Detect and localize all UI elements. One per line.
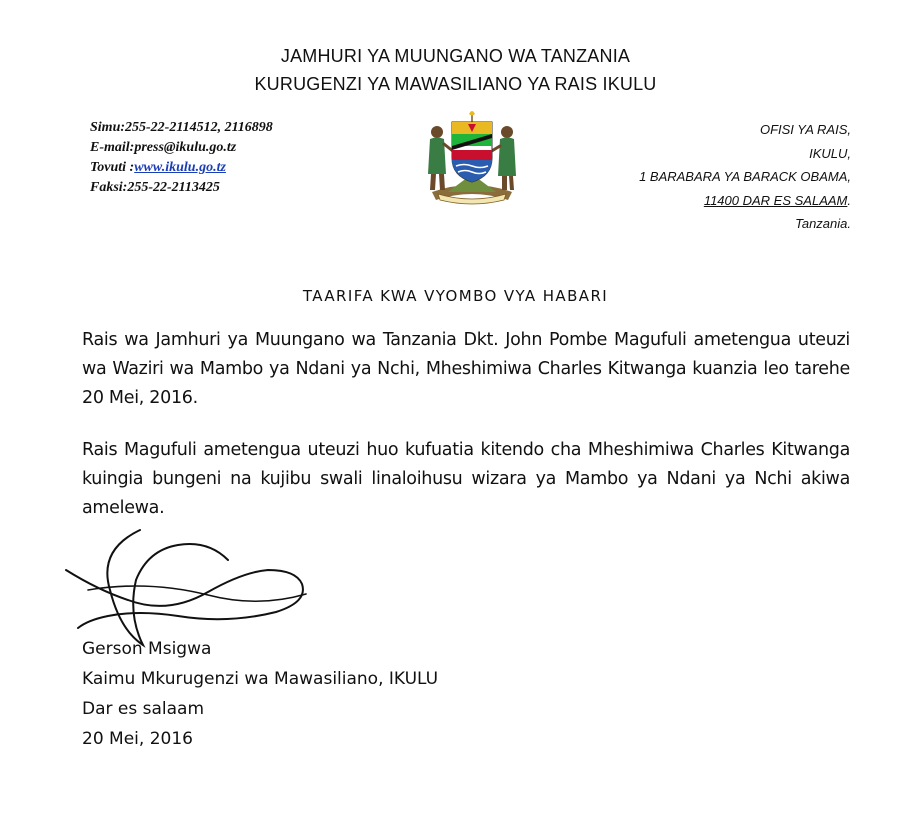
body-paragraph-1: Rais wa Jamhuri ya Muungano wa Tanzania Dkt. John Pombe Magufuli ametengua uteuzi wa Waziri wa Mambo ya Ndani ya Nchi, Mheshimiwa Charles Kitwanga kuanzia leo tarehe 20 Mei, 2016.: [82, 330, 850, 408]
website-link[interactable]: www.ikulu.go.tz: [134, 160, 226, 175]
address-line-1: OFISI YA RAIS,: [759, 122, 851, 137]
address-line-2: IKULU,: [809, 145, 851, 161]
signatory-name: Gerson Msigwa: [82, 639, 212, 659]
release-title: TAARIFA KWA VYOMBO VYA HABARI: [302, 287, 609, 305]
contact-left-block: [90, 118, 273, 198]
signoff-place: Dar es salaam: [82, 699, 205, 719]
email-text: E-mail:press@ikulu.go.tz: [90, 140, 237, 155]
address-block: [639, 118, 851, 236]
address-line-3: 1 BARABARA YA BARACK OBAMA,: [639, 169, 851, 184]
signatory-position: Kaimu Mkurugenzi wa Mawasiliano, IKULU: [82, 669, 439, 689]
signoff-date: 20 Mei, 2016: [82, 729, 193, 749]
address-line-4: [639, 189, 851, 213]
website-label: Tovuti :: [90, 160, 135, 175]
header-line-1: JAMHURI YA MUUNGANO WA TANZANIA: [280, 46, 631, 66]
body-paragraph-2: Rais Magufuli ametengua uteuzi huo kufuatia kitendo cha Mheshimiwa Charles Kitwanga kuingia bungeni na kujibu swali linaloihusu wizara ya Mambo ya Ndani ya Nchi akiwa amelewa.: [82, 440, 850, 518]
header-line-2: KURUGENZI YA MAWASILIANO YA RAIS IKULU: [254, 74, 657, 94]
fax-text: Faksi:255-22-2113425: [90, 180, 220, 195]
address-line-5: Tanzania.: [795, 216, 851, 231]
phone-text: Simu:255-22-2114512, 2116898: [90, 120, 273, 135]
tanzania-coat-of-arms-icon: [418, 108, 526, 206]
website-line: [90, 158, 273, 178]
postal-code-city: 11400 DAR ES SALAAM: [703, 192, 848, 208]
postal-code-period: .: [847, 192, 851, 208]
signoff-block: [82, 634, 438, 754]
